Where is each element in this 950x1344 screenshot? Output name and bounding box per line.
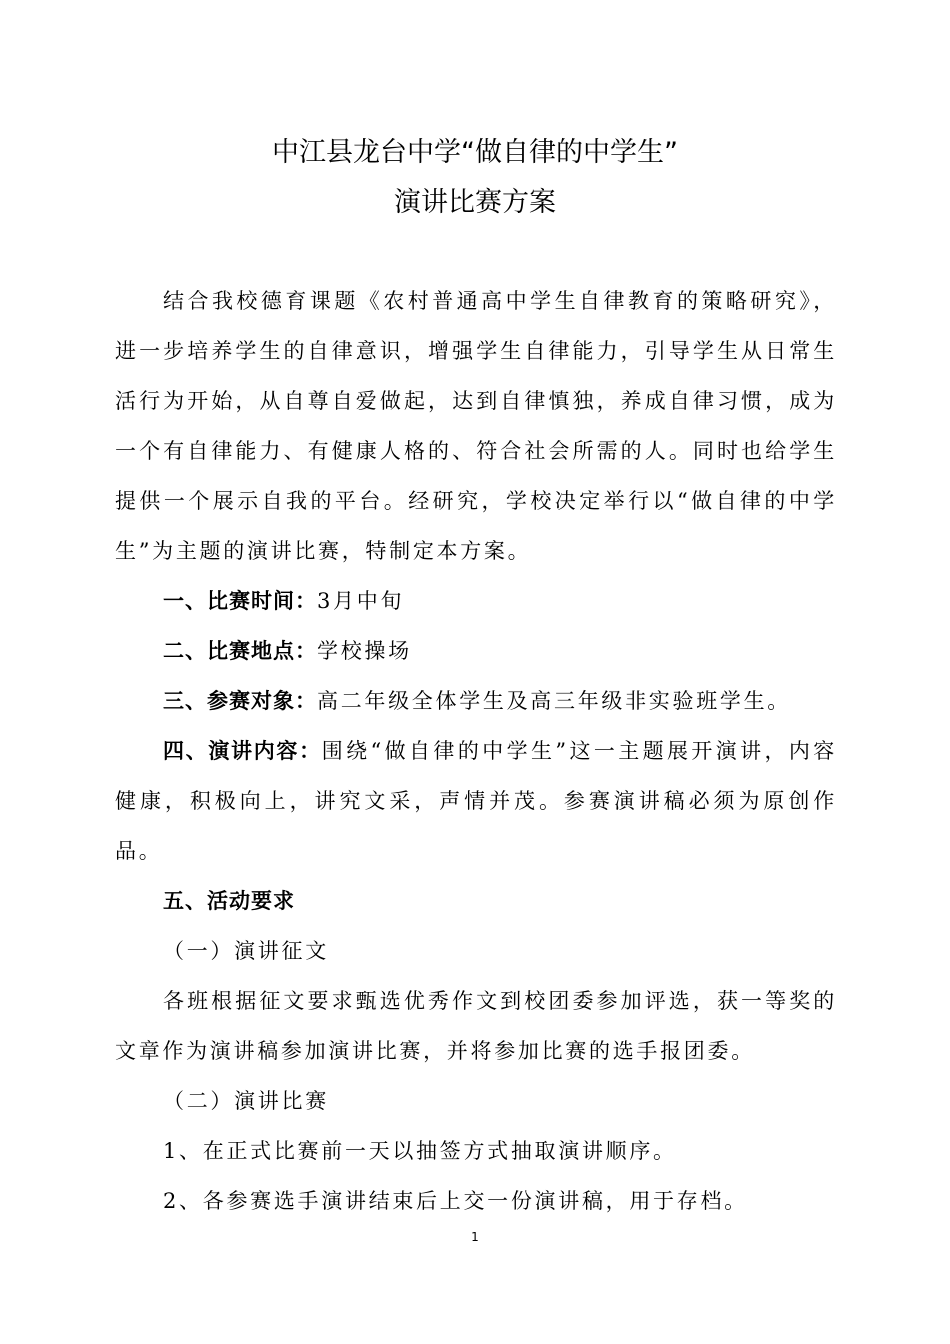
- section-requirements: [163, 876, 295, 926]
- sub1-text: 各班根据征文要求甄选优秀作文到校团委参加评选，获一等奖的文章作为演讲稿参加演讲比赛，并将参加比赛的选手报团委。: [115, 989, 837, 1063]
- section-participants-value: 高二年级全体学生及高三年级非实验班学生。: [317, 689, 791, 713]
- page-number: 1: [471, 1230, 479, 1244]
- section-time: [163, 576, 404, 626]
- section-time-label: 一、比赛时间：: [163, 589, 317, 613]
- section-content-label: 四、演讲内容：: [163, 739, 322, 763]
- section-place-label: 二、比赛地点：: [163, 639, 317, 663]
- sub2-item1: 1、在正式比赛前一天以抽签方式抽取演讲顺序。: [163, 1139, 677, 1163]
- section-time-value: 3月中旬: [317, 589, 405, 613]
- document-title-line2: 演讲比赛方案: [394, 187, 556, 218]
- sub1-heading: （一）演讲征文: [163, 939, 329, 963]
- section-participants-label: 三、参赛对象：: [163, 689, 317, 713]
- section-place: [163, 626, 412, 676]
- section-participants: [163, 676, 791, 726]
- section-place-value: 学校操场: [317, 639, 412, 663]
- intro-paragraph: 结合我校德育课题《农村普通高中学生自律教育的策略研究》，进一步培养学生的自律意识，增强学生自律能力，引导学生从日常生活行为开始，从自尊自爱做起，达到自律慎独，养成自律习惯，成为一个有自律能力、有健康人格的、符合社会所需的人。同时也给学生提供一个展示自我的平台。经研究，学校决定举行以“做自律的中学生”为主题的演讲比赛，特制定本方案。: [115, 289, 837, 563]
- section-content-value: 围绕“做自律的中学生”这一主题展开演讲，内容健康，积极向上，讲究文采，声情并茂。参赛演讲稿必须为原创作品。: [115, 739, 837, 863]
- sub2-heading: （二）演讲比赛: [163, 1089, 329, 1113]
- sub2-item2: 2、各参赛选手演讲结束后上交一份演讲稿，用于存档。: [163, 1189, 748, 1213]
- section-content: [115, 726, 837, 876]
- document-title-line1: 中江县龙台中学“做自律的中学生”: [272, 137, 678, 168]
- section-requirements-label: 五、活动要求: [163, 889, 295, 913]
